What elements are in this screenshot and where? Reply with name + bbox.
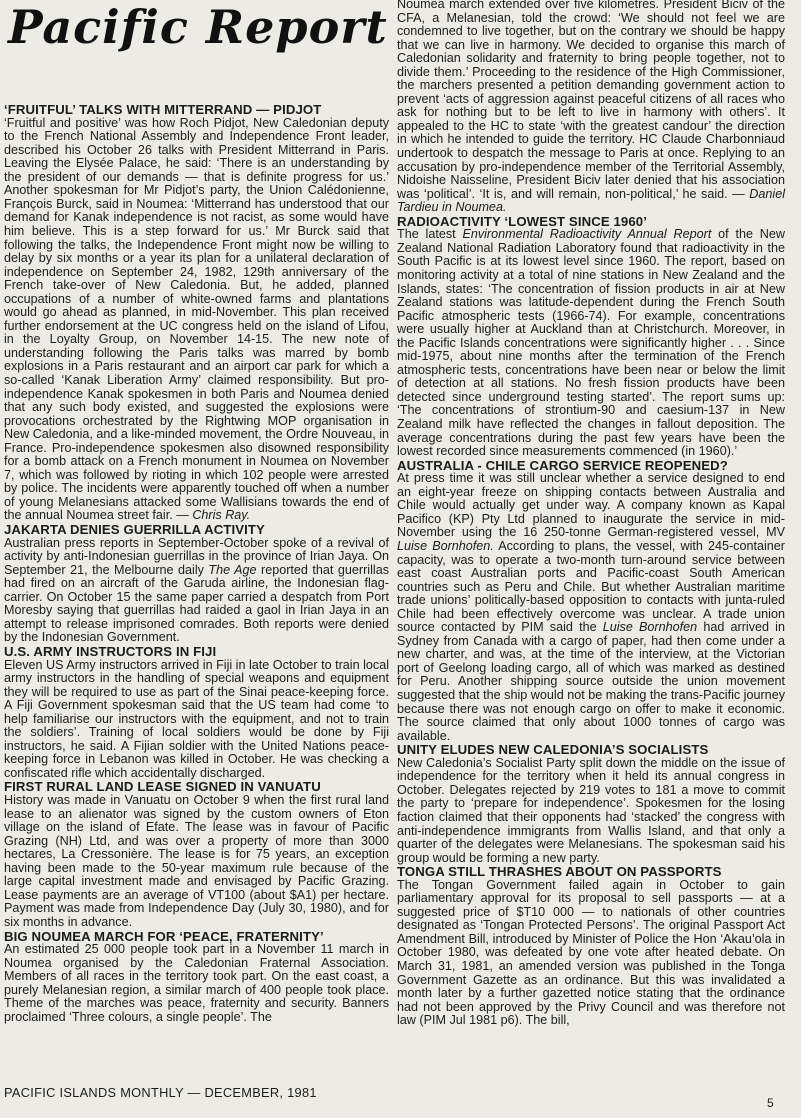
- headline-fiji: U.S. ARMY INSTRUCTORS IN FIJI: [4, 643, 217, 659]
- headline-socialists: UNITY ELUDES NEW CALEDONIA’S SOCIALISTS: [397, 742, 709, 758]
- article-fiji: Eleven US Army instructors arrived in Fiji in late October to train local army instructors in the handling of special weapons and equipment they will be required to use as part of the Sinai peace-keeping force. A Fiji Government spokesman said that the US team had come ‘to help familiarise our instructors with the equipment, and not to train the soldiers’. Training of local soldiers would be done by Fiji instructors, he said. A Fijian soldier with the United Nations peace-keeping force in Lebanon was killed in October. He was checking a confiscated rifle which accidentally discharged.: [4, 657, 389, 780]
- article-body: of the New Zealand National Radiation Laboratory found that radioactivity in the South Pacific is at its lowest level since 1960. The report, based on monitoring activity at a total of nine stations in New Zealand and the Islands, states: ‘The concentration of fission products in air at New Zealand stations was latitude-dependent during the French South Pacific atmospheric tests (1966-74). For example, concentrations were usually higher at Auckland than at Christchurch. Moreover, in the Pacific Islands concentrations were significantly higher . . . Since mid-1975, about nine months after the termination of the French atmospheric tests, concentrations have been near or below the limit of detection at all stations. No fresh fission products have been detected since underground testing started’. The report sums up: ‘The concentrations of strontium-90 and caesium-137 in New Zealand milk have reflected the changes in fallout deposition. The average concentrations during the past few years have been the lowest recorded since measurements commenced (in 1960).’: [397, 227, 785, 459]
- italic-title: Environmental Radioactivity Annual Report: [462, 227, 712, 242]
- article-body: According to plans, the vessel, with 245-container capacity, was to operate a two-month turn-around service between east coast Australian ports and Pacific-coast South American countries such as Peru and Chile. But whether Australian maritime trade unions’ politically-based opposition to contacts with junta-ruled Chile had been effectively overcome was unclear. A trade union source contacted by PIM said the: [397, 538, 785, 635]
- left-column: [4, 0, 389, 1118]
- article-chile-cargo: [397, 472, 785, 743]
- headline-radioactivity: RADIOACTIVITY ‘LOWEST SINCE 1960’: [397, 213, 647, 229]
- article-body: reported that guerrillas had fired on an aircraft of the Garuda airline, the Indonesian flag-carrier. On October 15 the same paper carried a despatch from Port Moresby saying that guerrillas had raided a gaol in Irian Jaya in an attempt to release imprisoned comrades. Both reports were denied by the Indonesian Government.: [4, 562, 389, 645]
- article-body: At press time it was still unclear whether a service designed to end an eight-year freeze on shipping contacts between Australia and Chile would actually get under way. A company known as Kapal Pacifico (KP) Pty Ltd planned to inaugurate the service in mid-November using the 16 250-tonne German-registered vessel, MV: [397, 471, 785, 540]
- article-socialists: New Caledonia’s Socialist Party split down the middle on the issue of independence for the territory when it held its annual congress in October. Delegates rejected by 219 votes to 181 a move to commit the party to ‘prepare for independence’. Spokesmen for the losing faction claimed that their opponents had ‘stacked’ the congress with anti-independence immigrants from Wallis Island, and that only a quarter of the delegates were Melanesians. The spokesman said his group would be forming a new party.: [397, 755, 785, 865]
- vessel-name: Luise Bornhofen.: [397, 538, 494, 553]
- vessel-name: Luise Bornhofen: [602, 620, 698, 635]
- article-body: had arrived in Sydney from Canada with a cargo of paper, had then come under a new charter, and was, at the time of the interview, at the Victorian port of Geelong loading cargo, all of which was marked as destined for Peru. Another shipping source outside the union movement suggested that the ship would not be making the trans-Pacific journey because there was not enough cargo on offer to make it economic. The source claimed that only about 1000 tonnes of cargo was available.: [397, 620, 785, 743]
- headline-chile-cargo: AUSTRALIA - CHILE CARGO SERVICE REOPENED?: [397, 457, 728, 473]
- headline-tonga: TONGA STILL THRASHES ABOUT ON PASSPORTS: [397, 864, 722, 880]
- byline: Chris Ray.: [192, 508, 251, 523]
- byline: Daniel Tardieu in Noumea.: [397, 186, 785, 215]
- article-body: ‘Fruitful and positive’ was how Roch Pidjot, New Caledonian deputy to the French National Assembly and Independence Front leader, described his October 26 talks with President Mitterrand in Paris. Leaving the Elysée Palace, he said: ‘There is an understanding by the president of our demands — that is definite progress for us.’ Another spokesman for Mr Pidjot’s party, the Union Calédonienne, François Burck, said in Noumea: ‘Mitterrand has understood that our demand for Kanak independence is not racist, as some would have him believe. This is a step forward for us.’ Mr Burck said that following the talks, the Independence Front might now be willing to delay by six months or a year its plan for a unilateral declaration of independence on September 24, 1982, 129th anniversary of the French take-over of New Caledonia. But, he added, planned occupations of a number of white-owned farms and plantations would go ahead as planned, in mid-November. This plan received further endorsement at the UC congress held on the island of Lifou, in the Loyalty Group, on November 14-15. The new note of understanding following the Paris talks was marred by bomb explosions in a Paris restaurant and an airport car park for which a so-called ‘Kanak Liberation Army’ claimed responsibility. But pro-independence Kanak spokesmen in both Paris and Noumea denied that any such body existed, and suggested the explosions were provocations orchestrated by the Rightwing MOP organisation in New Caledonia, and a like-minded movement, the Ordre Nouveau, in France. Pro-independence spokesmen also disowned responsibility for a bomb attack on a French monument in Noumea on November 7, which was followed by rioting in which 102 people were arrested by police. The incidents were apparently touched off when a number of young Melanesians attacked some Wallisians towards the end of the annual Noumea street fair. —: [4, 115, 390, 523]
- headline-noumea-march: BIG NOUMEA MARCH FOR ‘PEACE, FRATERNITY’: [4, 928, 324, 944]
- article-jakarta: [4, 537, 389, 645]
- italic-title: The Age: [208, 562, 257, 577]
- article-mitterrand: [4, 117, 389, 523]
- right-column: [397, 0, 785, 1118]
- article-body: Australian press reports in September-October spoke of a revival of activity by anti-Indonesian guerrillas in the province of Irian Jaya. On September 21, the Melbourne daily: [4, 535, 389, 577]
- masthead: Pacific Report: [8, 0, 388, 54]
- headline-vanuatu: FIRST RURAL LAND LEASE SIGNED IN VANUATU: [4, 779, 321, 795]
- article-body: Noumea march extended over five kilometres. President Biciv of the CFA, a Melanesian, told the crowd: ‘We should not feel we are condemned to live together, but on the contrary we should be happy that we can live in harmony. We decided to organise this march of Caledonian solidarity and fraternity to bring people together, not to divide them.’ Proceeding to the residence of the High Commissioner, the marchers presented a petition demanding government action to prevent ‘acts of aggression against peaceful citizens of all races who ask for nothing but to be left to live in harmony with others’. It appealed to the HC to state ‘with the greatest candour’ the direction in which he intended to guide the territory. HC Claude Charbonniaud undertook to despatch the message to Paris at once. Replying to an accusation by pro-independence member of the Territorial Assembly, Nidoishe Naisseline, President Biciv later denied that his association was ‘political’. ‘It is, and will remain, non-political,’ he said. —: [397, 0, 785, 201]
- footer-publication: PACIFIC ISLANDS MONTHLY — DECEMBER, 1981: [4, 1085, 317, 1100]
- article-noumea-march: An estimated 25 000 people took part in a November 11 march in Noumea organised by the Caledonian Fraternal Association. Members of all races in the territory took part. On the east coast, a purely Melanesian region, a similar march of 400 people took place. Theme of the marches was peace, fraternity and security. Banners proclaimed ‘Three colours, a single people’. The: [4, 942, 389, 1024]
- headline-jakarta: JAKARTA DENIES GUERRILLA ACTIVITY: [4, 522, 265, 537]
- article-noumea-march-continued: [397, 0, 785, 215]
- page-number: 5: [767, 1096, 774, 1110]
- article-vanuatu: History was made in Vanuatu on October 9 when the first rural land lease to an alienator was signed by the custom owners of Eton village on the island of Efate. The lease was in favour of Pacific Grazing (NH) Ltd, and was over a property of more than 3000 hectares, La Cressonière. The lease is for 75 years, an exception having been made to the 50-year maximum rule because of the large capital investment made and envisaged by Pacific Grazing. Lease payments are an average of VT100 (about $A1) per hectare. Payment was made from Independence Day (July 30, 1980), and for six months in advance.: [4, 793, 389, 929]
- headline-mitterrand: ‘FRUITFUL’ TALKS WITH MITTERRAND — PIDJOT: [4, 102, 322, 117]
- article-radioactivity: [397, 228, 785, 458]
- article-tonga: The Tongan Government failed again in October to gain parliamentary approval for its proposal to sell passports — at a suggested price of $T10 000 — to nationals of other countries designated as ‘Tongan Protected Persons’. The original Passport Act Amendment Bill, introduced by Minister of Police the Hon ‘Akau’ola in October 1980, was defeated by one vote after heated debate. On March 31, 1981, an amended version was published in the Tonga Government Gazette as an ordinance. But this was invalidated a month later by a further gazetted notice stating that the ordinance had not been approved by the Privy Council and was therefore not law (PIM Jul 1981 p6). The bill,: [397, 877, 785, 1028]
- article-body: The latest: [397, 227, 463, 242]
